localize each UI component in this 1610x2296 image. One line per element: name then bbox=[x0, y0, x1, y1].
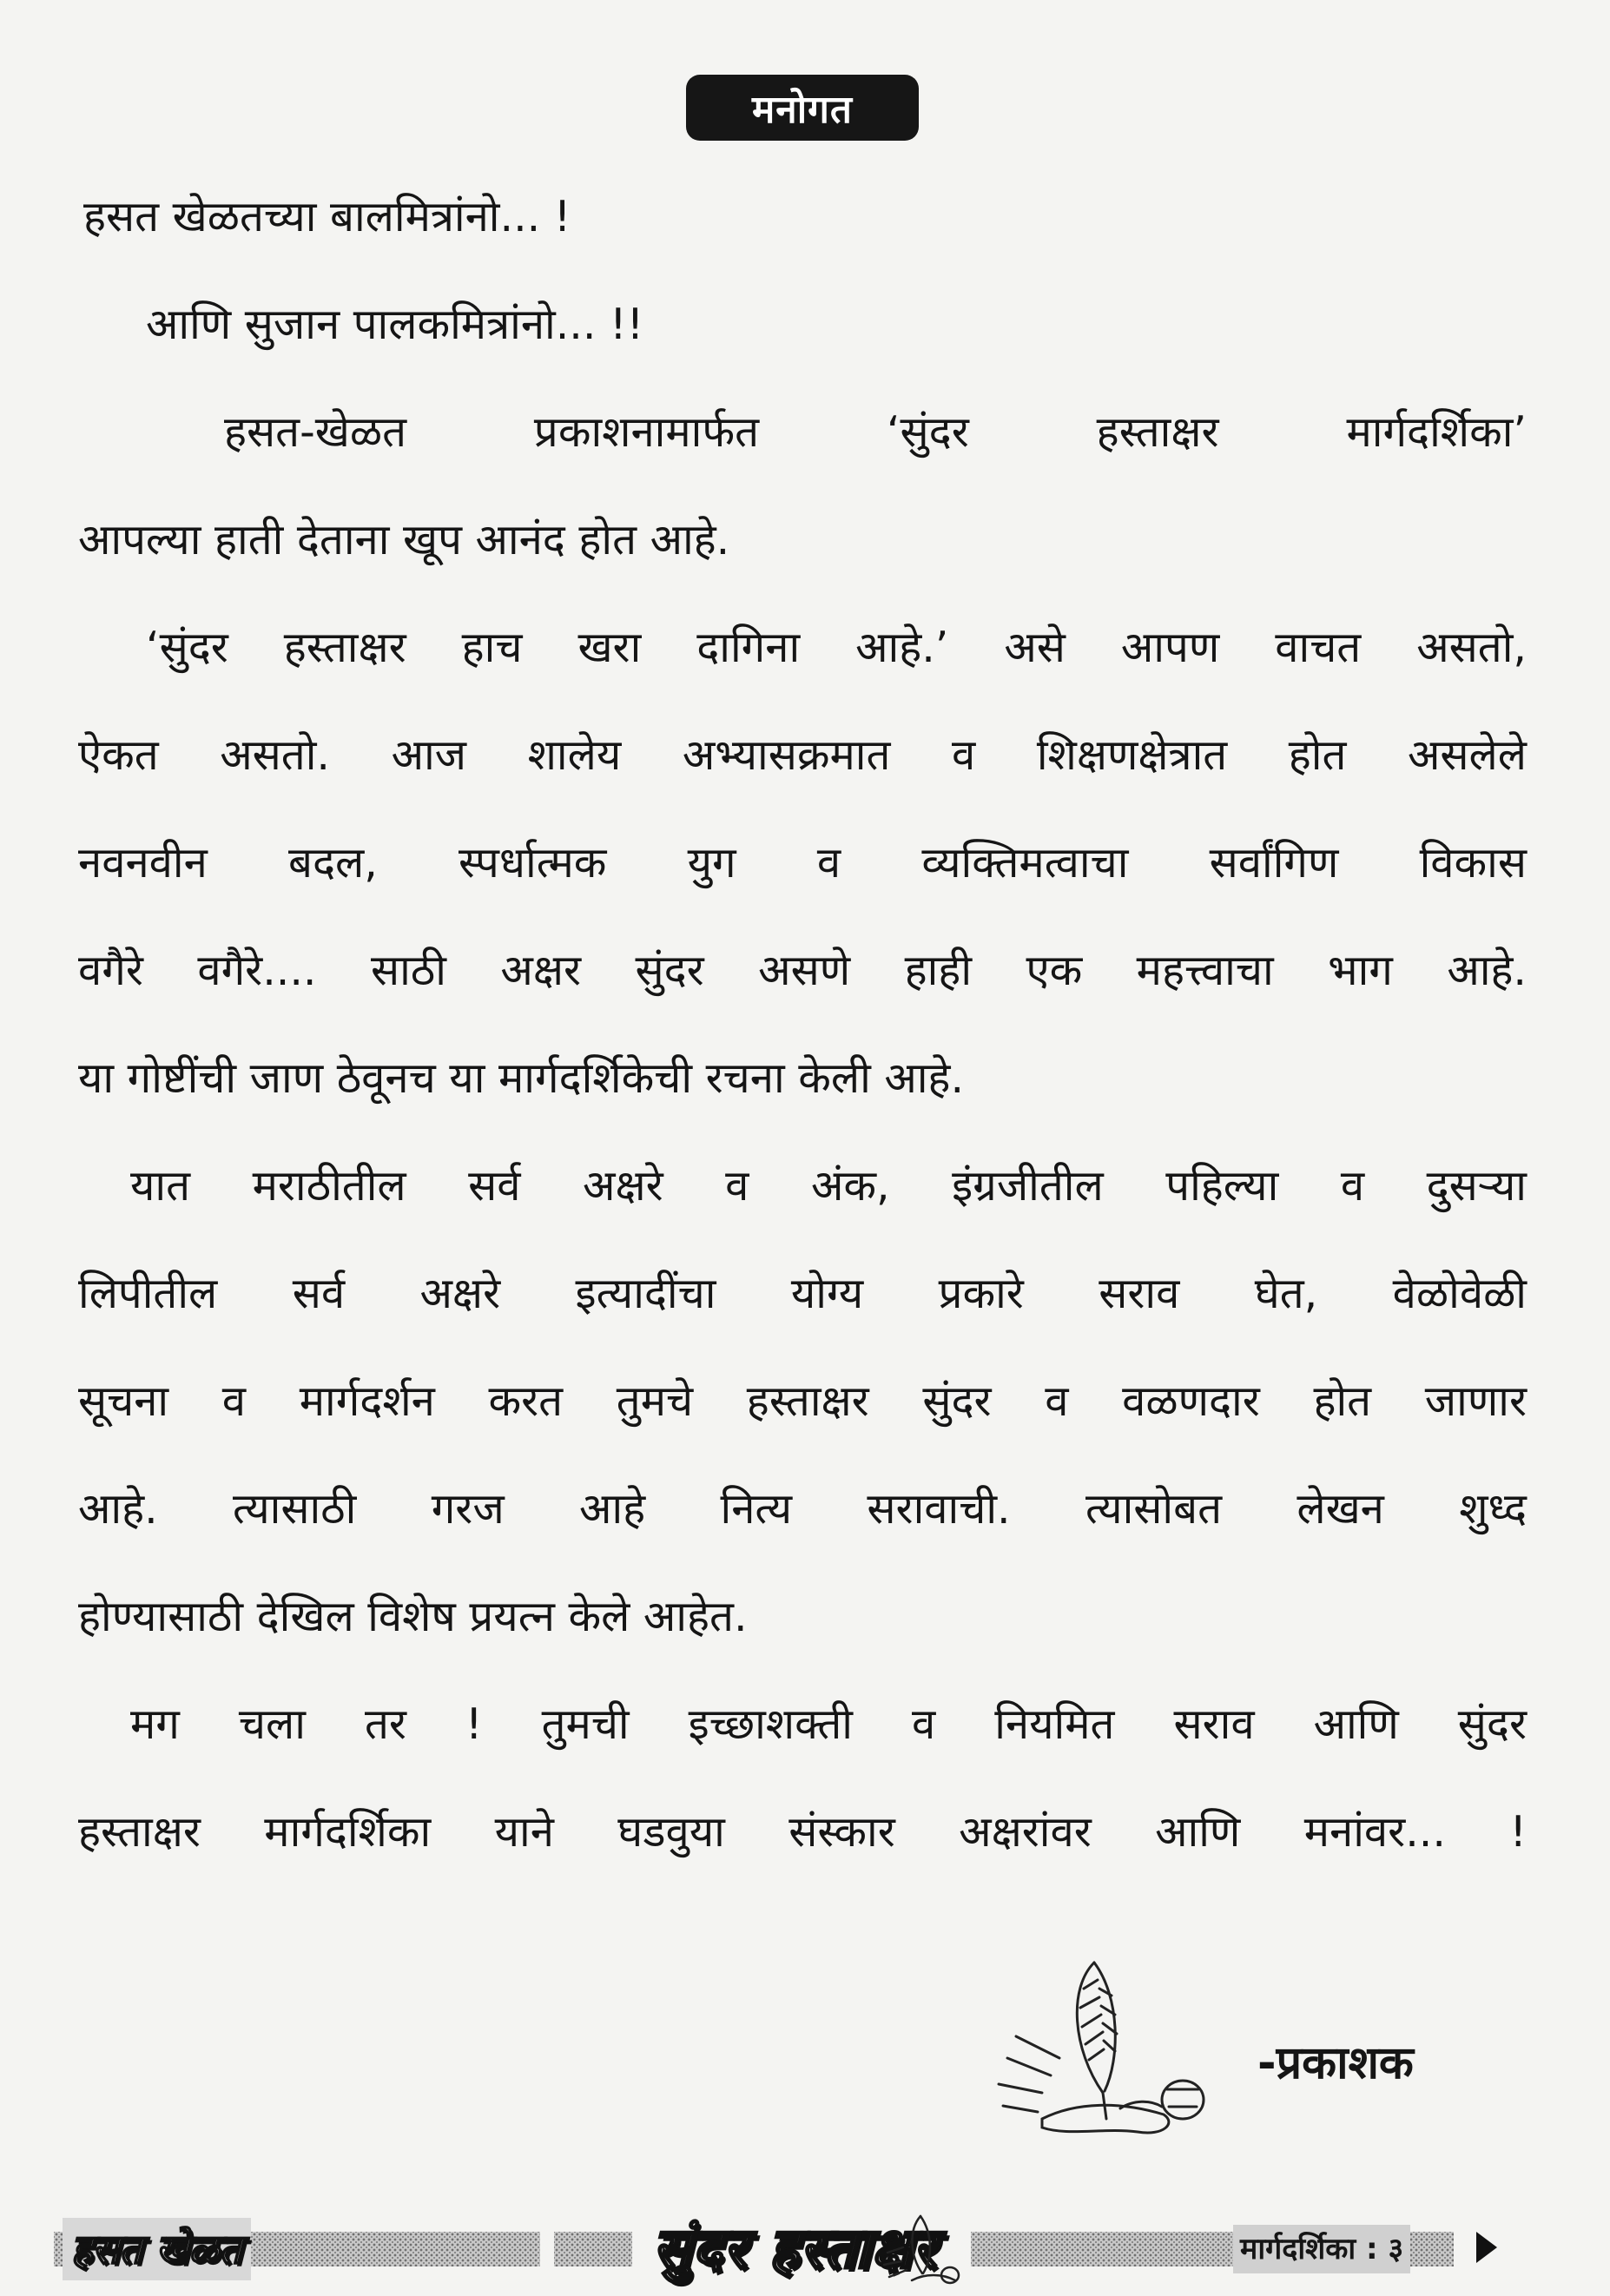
paragraph-4-line-2: हस्ताक्षर मार्गदर्शिका याने घडवुया संस्कार अक्षरांवर आणि मनांवर... ! bbox=[78, 1807, 1527, 1857]
salutation-parents: आणि सुजान पालकमित्रांनो... !! bbox=[146, 300, 644, 349]
paragraph-2-line-4: वगैरे वगैरे.... साठी अक्षर सुंदर असणे हाही एक महत्त्वाचा भाग आहे. bbox=[78, 946, 1527, 995]
paragraph-1-line-2: आपल्या हाती देताना खूप आनंद होत आहे. bbox=[78, 515, 730, 564]
signature: -प्रकाशक bbox=[1257, 2037, 1414, 2089]
paragraph-2-line-5: या गोष्टींची जाण ठेवूनच या मार्गदर्शिकेची रचना केली आहे. bbox=[78, 1053, 965, 1103]
paragraph-3-line-1: यात मराठीतील सर्व अक्षरे व अंक, इंग्रजीतील पहिल्या व दुसऱ्या bbox=[130, 1161, 1527, 1211]
triangle-right-icon bbox=[1476, 2232, 1497, 2263]
paragraph-3-line-5: होण्यासाठी देखिल विशेष प्रयत्न केले आहेत. bbox=[78, 1592, 748, 1641]
paragraph-2-line-1: ‘सुंदर हस्ताक्षर हाच खरा दागिना आहे.’ असे आपण वाचत असतो, bbox=[146, 623, 1527, 672]
paragraph-3-line-4: आहे. त्यासाठी गरज आहे नित्य सरावाची. त्यासोबत लेखन शुध्द bbox=[78, 1484, 1527, 1534]
footer bbox=[0, 2206, 1610, 2296]
quill-icon bbox=[877, 2213, 964, 2291]
footer-page-label: मार्गदर्शिका : ३ bbox=[1233, 2225, 1410, 2273]
paragraph-4-line-1: मग चला तर ! तुमची इच्छाशक्ती व नियमित सराव आणि सुंदर bbox=[130, 1699, 1527, 1749]
footer-brand: हसत खेळत bbox=[63, 2218, 251, 2280]
page-title: मनोगत bbox=[686, 75, 919, 141]
footer-logo: सुंदर हस्ताक्षर bbox=[653, 2217, 938, 2281]
salutation-children: हसत खेळतच्या बालमित्रांनो... ! bbox=[83, 192, 571, 241]
footer-band-middle bbox=[554, 2232, 632, 2266]
paragraph-2-line-2: ऐकत असतो. आज शालेय अभ्यासक्रमात व शिक्षणक्षेत्रात होत असलेले bbox=[78, 730, 1527, 780]
paragraph-2-line-3: नवनवीन बदल, स्पर्धात्मक युग व व्यक्तिमत्वाचा सर्वांगिण विकास bbox=[78, 838, 1527, 887]
paragraph-3-line-3: सूचना व मार्गदर्शन करत तुमचे हस्ताक्षर सुंदर व वळणदार होत जाणार bbox=[78, 1376, 1527, 1426]
quill-hand-illustration bbox=[990, 1954, 1216, 2145]
paragraph-1-line-1: हसत-खेळत प्रकाशनामार्फत ‘सुंदर हस्ताक्षर मार्गदर्शिका’ bbox=[224, 407, 1527, 457]
paragraph-3-line-2: लिपीतील सर्व अक्षरे इत्यादींचा योग्य प्रकारे सराव घेत, वेळोवेळी bbox=[78, 1269, 1528, 1318]
